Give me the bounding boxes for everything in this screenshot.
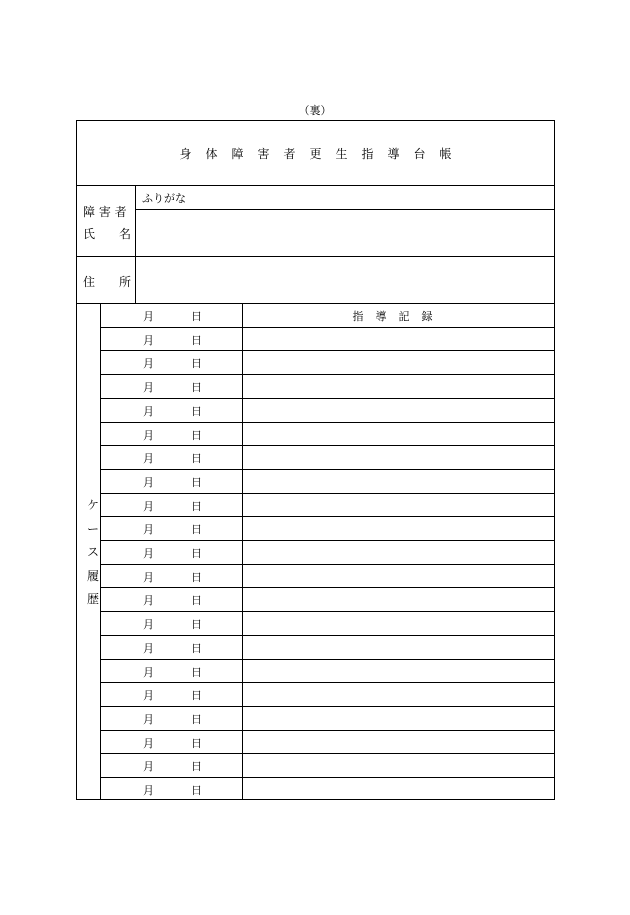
row-divider: [100, 611, 554, 612]
row-month-label: 月: [143, 784, 154, 797]
record-entry-field[interactable]: [245, 637, 551, 657]
row-divider: [100, 706, 554, 707]
row-day-label: 日: [191, 404, 202, 418]
row-divider: [100, 327, 554, 328]
furigana-label: ふりがな: [142, 192, 186, 205]
record-entry-field[interactable]: [245, 447, 551, 467]
header-month-label: 月: [143, 310, 154, 323]
row-day-label: 日: [191, 547, 202, 560]
record-header: 指導記録: [352, 310, 445, 323]
row-month-label: 月: [143, 475, 154, 489]
row-divider: [100, 493, 554, 494]
row-divider: [100, 374, 554, 375]
name-field[interactable]: [137, 210, 553, 255]
row-month-label: 月: [143, 641, 154, 655]
ledger-form: [76, 120, 555, 800]
case-history-char: ス: [86, 545, 99, 559]
case-history-char: 歴: [86, 592, 99, 606]
row-month-label: 月: [143, 333, 154, 347]
row-month-label: 月: [143, 547, 154, 560]
record-entry-field[interactable]: [245, 424, 551, 444]
row-month-label: 月: [143, 499, 154, 513]
record-entry-field[interactable]: [245, 376, 551, 396]
case-history-char: 履: [86, 568, 99, 583]
row-day-label: 日: [191, 381, 202, 395]
record-entry-field[interactable]: [245, 471, 551, 491]
row-day-label: 日: [191, 523, 202, 537]
row-day-label: 日: [191, 357, 202, 371]
row-day-label: 日: [191, 712, 202, 726]
case-history-column-divider: [100, 303, 101, 800]
row-divider: [100, 445, 554, 446]
row-day-label: 日: [191, 499, 202, 513]
row-divider: [100, 587, 554, 588]
record-entry-field[interactable]: [245, 329, 551, 349]
row-month-label: 月: [143, 452, 154, 466]
record-entry-field[interactable]: [245, 613, 551, 633]
row-day-label: 日: [191, 333, 202, 347]
row-month-label: 月: [143, 736, 154, 750]
row-day-label: 日: [191, 570, 202, 584]
row-month-label: 月: [143, 381, 154, 395]
row-month-label: 月: [143, 712, 154, 726]
row-day-label: 日: [191, 784, 202, 797]
row-month-label: 月: [143, 665, 154, 679]
record-entry-field[interactable]: [245, 732, 551, 752]
record-entry-field[interactable]: [245, 352, 551, 372]
case-history-char: ケ: [86, 498, 99, 512]
row-month-label: 月: [143, 618, 154, 632]
record-entry-field[interactable]: [245, 542, 551, 562]
divider-address: [77, 303, 554, 304]
row-month-label: 月: [143, 760, 154, 774]
row-day-label: 日: [191, 689, 202, 703]
record-entry-field[interactable]: [245, 566, 551, 586]
record-entry-field[interactable]: [245, 684, 551, 704]
record-entry-field[interactable]: [245, 589, 551, 609]
row-divider: [100, 398, 554, 399]
record-entry-field[interactable]: [245, 661, 551, 681]
row-month-label: 月: [143, 594, 154, 608]
row-day-label: 日: [191, 428, 202, 442]
row-divider: [100, 659, 554, 660]
row-divider: [100, 564, 554, 565]
row-day-label: 日: [191, 641, 202, 655]
row-day-label: 日: [191, 760, 202, 774]
row-divider: [100, 682, 554, 683]
address-label: 住 所: [83, 275, 132, 289]
row-day-label: 日: [191, 665, 202, 679]
row-divider: [100, 540, 554, 541]
row-divider: [100, 730, 554, 731]
row-month-label: 月: [143, 357, 154, 371]
name-label-line1: 障 害 者: [83, 205, 127, 219]
row-month-label: 月: [143, 428, 154, 442]
row-day-label: 日: [191, 594, 202, 608]
record-entry-field[interactable]: [245, 708, 551, 728]
row-divider: [100, 777, 554, 778]
header-day-label: 日: [191, 310, 202, 323]
furigana-field[interactable]: [137, 186, 553, 208]
record-entry-field[interactable]: [245, 400, 551, 420]
address-field[interactable]: [137, 257, 553, 302]
row-day-label: 日: [191, 452, 202, 466]
row-day-label: 日: [191, 736, 202, 750]
row-divider: [100, 753, 554, 754]
row-month-label: 月: [143, 570, 154, 584]
row-month-label: 月: [143, 689, 154, 703]
form-title: 身体障害者更生指導台帳: [179, 146, 466, 161]
record-entry-field[interactable]: [245, 779, 551, 799]
case-history-char: ー: [86, 521, 99, 536]
row-month-label: 月: [143, 404, 154, 418]
row-divider: [100, 516, 554, 517]
record-entry-field[interactable]: [245, 495, 551, 515]
page-side-label: （裏）: [298, 104, 332, 117]
row-day-label: 日: [191, 618, 202, 632]
row-month-label: 月: [143, 523, 154, 537]
name-label-line2: 氏 名: [83, 227, 132, 241]
row-divider: [100, 635, 554, 636]
label-column-divider: [135, 185, 136, 303]
row-day-label: 日: [191, 475, 202, 489]
record-entry-field[interactable]: [245, 518, 551, 538]
row-divider: [100, 350, 554, 351]
row-divider: [100, 469, 554, 470]
row-divider: [100, 422, 554, 423]
date-column-divider: [242, 303, 243, 800]
record-entry-field[interactable]: [245, 755, 551, 775]
